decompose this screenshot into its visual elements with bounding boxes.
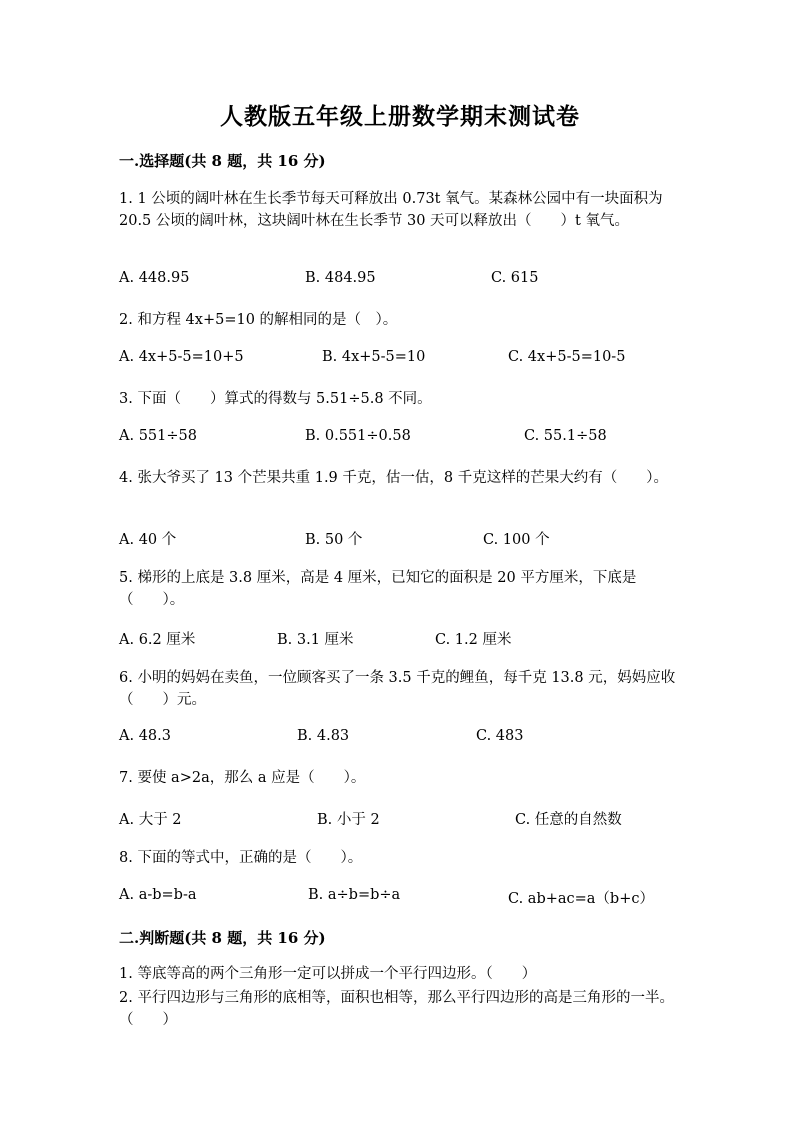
option-a: A. 大于 2 — [119, 812, 182, 828]
options-5 — [119, 628, 681, 648]
option-c: C. 615 — [491, 270, 539, 286]
option-c: C. 4x+5-5=10-5 — [508, 349, 626, 365]
option-a: A. 6.2 厘米 — [119, 632, 196, 648]
option-a: A. a-b=b-a — [119, 887, 197, 903]
option-c: C. 55.1÷58 — [524, 428, 607, 444]
option-c: C. 483 — [476, 728, 524, 744]
options-6 — [119, 728, 681, 748]
judge-question-1: 1. 等底等高的两个三角形一定可以拼成一个平行四边形。（ ） — [119, 966, 537, 982]
question-1: 1. 1 公顷的阔叶林在生长季节每天可释放出 0.73t 氧气。某森林公园中有一块面积为 20.5 公顷的阔叶林，这块阔叶林在生长季节 30 天可以释放出（ ）t 氧气。 — [119, 191, 663, 229]
question-6: 6. 小明的妈妈在卖鱼，一位顾客买了一条 3.5 千克的鲤鱼，每千克 13.8 元，妈妈应收（ ）元。 — [119, 670, 676, 708]
option-b: B. 50 个 — [305, 532, 363, 548]
judge-question-2: 2. 平行四边形与三角形的底相等，面积也相等，那么平行四边形的高是三角形的一半。（ ） — [119, 990, 674, 1028]
question-7: 7. 要使 a>2a，那么 a 应是（ ）。 — [119, 770, 366, 786]
question-5: 5. 梯形的上底是 3.8 厘米，高是 4 厘米，已知它的面积是 20 平方厘米，下底是（ ）。 — [119, 570, 637, 608]
option-b: B. 4x+5-5=10 — [322, 349, 426, 365]
option-c: C. 100 个 — [483, 532, 550, 548]
option-c: C. ab+ac=a（b+c） — [508, 891, 654, 907]
option-b: B. 3.1 厘米 — [277, 632, 354, 648]
options-1 — [119, 270, 681, 290]
option-b: B. 4.83 — [297, 728, 350, 744]
option-c: C. 1.2 厘米 — [435, 632, 512, 648]
options-4 — [119, 528, 681, 548]
options-7 — [119, 808, 681, 828]
page-title: 人教版五年级上册数学期末测试卷 — [220, 103, 580, 130]
question-4: 4. 张大爷买了 13 个芒果共重 1.9 千克，估一估，8 千克这样的芒果大约有（ ）。 — [119, 470, 668, 486]
option-b: B. a÷b=b÷a — [308, 887, 401, 903]
option-a: A. 4x+5-5=10+5 — [119, 349, 244, 365]
options-2 — [119, 349, 681, 369]
section-heading-judge: 二.判断题(共 8 题，共 16 分) — [119, 929, 326, 947]
option-a: A. 40 个 — [119, 532, 177, 548]
option-a: A. 448.95 — [119, 270, 190, 286]
options-3 — [119, 428, 681, 448]
option-a: A. 48.3 — [119, 728, 171, 744]
option-c: C. 任意的自然数 — [515, 812, 622, 828]
option-b: B. 484.95 — [305, 270, 376, 286]
option-b: B. 0.551÷0.58 — [305, 428, 411, 444]
question-2: 2. 和方程 4x+5=10 的解相同的是（ ）。 — [119, 312, 398, 328]
options-8 — [119, 887, 681, 907]
section-heading-choice: 一.选择题(共 8 题，共 16 分) — [119, 152, 326, 170]
option-a: A. 551÷58 — [119, 428, 197, 444]
question-3: 3. 下面（ ）算式的得数与 5.51÷5.8 不同。 — [119, 391, 432, 407]
question-8: 8. 下面的等式中，正确的是（ ）。 — [119, 850, 363, 866]
option-b: B. 小于 2 — [317, 812, 380, 828]
